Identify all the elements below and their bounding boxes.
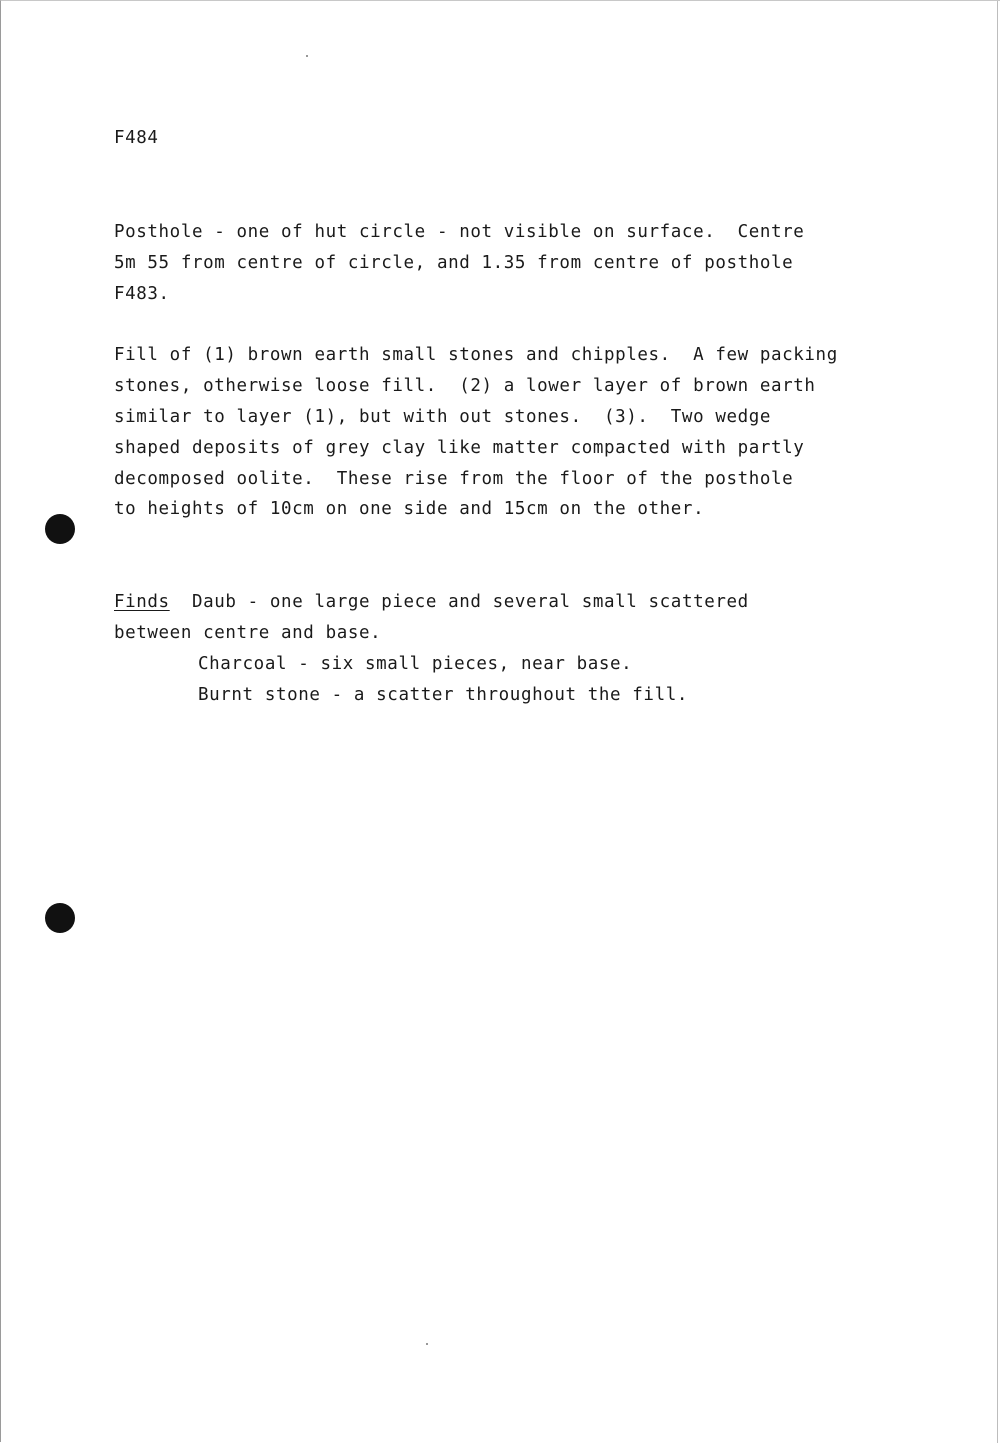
paragraph2-line-1: Fill of (1) brown earth small stones and chipples. A few packing [114,345,838,365]
record-heading: F484 [114,128,159,148]
punch-hole-bottom [45,903,75,933]
paragraph1-line-2: 5m 55 from centre of circle, and 1.35 from centre of posthole [114,253,794,273]
paragraph2-line-2: stones, otherwise loose fill. (2) a lower layer of brown earth [114,376,816,396]
finds-burnt-stone: Burnt stone - a scatter throughout the fill. [198,685,688,705]
scan-speck [306,55,308,57]
finds-daub-text: Daub - one large piece and several small scattered [191,592,749,612]
paragraph2-line-6: to heights of 10cm on one side and 15cm on the other. [114,499,705,519]
paragraph1-line-3: F483. [114,284,170,304]
page-right-edge [997,1,998,1443]
finds-charcoal: Charcoal - six small pieces, near base. [198,654,633,674]
scan-speck [426,1343,428,1345]
finds-label: Finds [114,592,170,612]
punch-hole-top [45,514,75,544]
paragraph2-line-5: decomposed oolite. These rise from the floor of the posthole [114,469,794,489]
finds-line-1 [114,592,749,612]
paragraph2-line-3: similar to layer (1), but with out stones. (3). Two wedge [114,407,772,427]
paragraph1-line-1: Posthole - one of hut circle - not visible on surface. Centre [114,222,805,242]
finds-line-2: between centre and base. [114,623,382,643]
paragraph2-line-4: shaped deposits of grey clay like matter compacted with partly [114,438,805,458]
